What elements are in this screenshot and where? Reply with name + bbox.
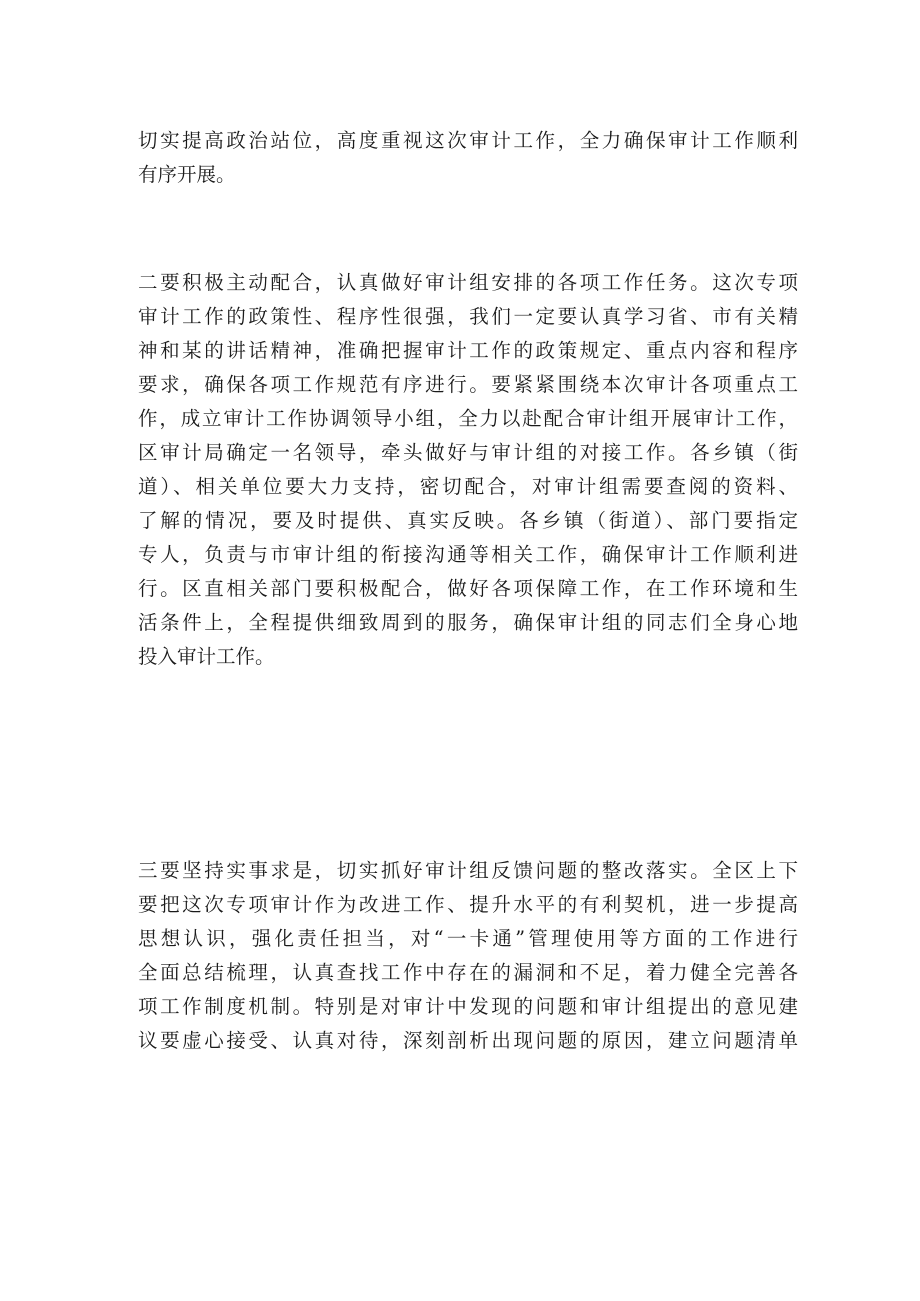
text-line: 项工作制度机制。特别是对审计中发现的问题和审计组提出的意见建 (138, 995, 798, 1018)
text-line: 神和某的讲话精神，准确把握审计工作的政策规定、重点内容和程序 (138, 339, 798, 362)
text-line: 审计工作的政策性、程序性很强，我们一定要认真学习省、市有关精 (138, 305, 798, 328)
text-line: 行。区直相关部门要积极配合，做好各项保障工作，在工作环境和生 (138, 577, 798, 600)
text-line: 要求，确保各项工作规范有序进行。要紧紧围绕本次审计各项重点工 (138, 373, 798, 396)
text-line: 三要坚持实事求是，切实抓好审计组反馈问题的整改落实。全区上下 (138, 859, 798, 882)
text-line: 有序开展。 (138, 163, 236, 186)
text-line: 议要虚心接受、认真对待，深刻剖析出现问题的原因，建立问题清单 (138, 1029, 798, 1052)
text-line: 要把这次专项审计作为改进工作、提升水平的有利契机，进一步提高 (138, 893, 798, 916)
text-line: 区审计局确定一名领导，牵头做好与审计组的对接工作。各乡镇（街 (138, 441, 798, 464)
text-line: 投入审计工作。 (138, 645, 275, 668)
text-line: 道）、相关单位要大力支持，密切配合，对审计组需要查阅的资料、 (138, 475, 798, 498)
text-line: 全面总结梳理，认真查找工作中存在的漏洞和不足，着力健全完善各 (138, 961, 798, 984)
text-line: 活条件上，全程提供细致周到的服务，确保审计组的同志们全身心地 (138, 611, 798, 634)
paragraph-2 (138, 266, 798, 674)
text-line: 专人，负责与市审计组的衔接沟通等相关工作，确保审计工作顺利进 (138, 543, 798, 566)
text-line: 切实提高政治站位，高度重视这次审计工作，全力确保审计工作顺利 (138, 129, 798, 152)
text-line: 二要积极主动配合，认真做好审计组安排的各项工作任务。这次专项 (138, 271, 798, 294)
text-line: 了解的情况，要及时提供、真实反映。各乡镇（街道）、部门要指定 (138, 509, 798, 532)
paragraph-1 (138, 124, 798, 192)
paragraph-3 (138, 854, 798, 1058)
text-line: 思想认识，强化责任担当，对“一卡通”管理使用等方面的工作进行 (138, 927, 798, 950)
text-line: 作，成立审计工作协调领导小组，全力以赴配合审计组开展审计工作， (138, 407, 798, 430)
